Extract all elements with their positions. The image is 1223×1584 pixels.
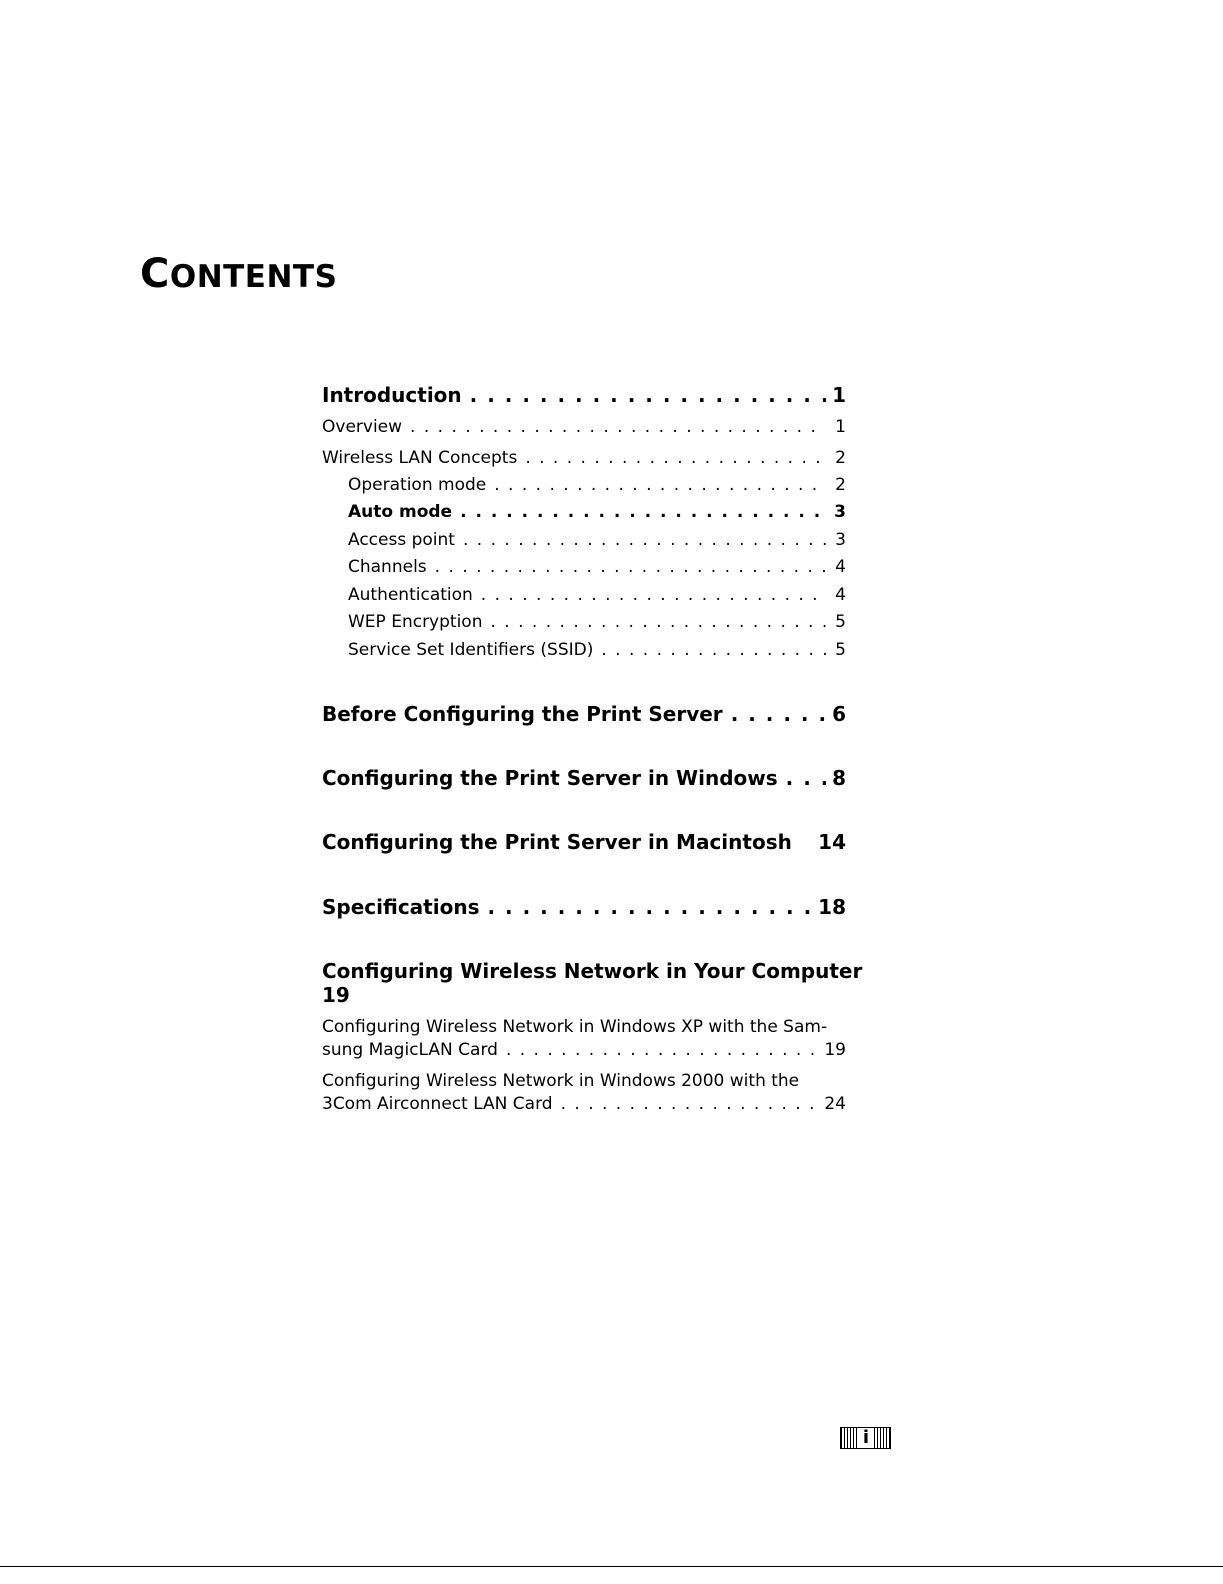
toc-page-number: 24 xyxy=(824,1094,846,1114)
dot-leader xyxy=(402,417,826,437)
toc-label: Access point xyxy=(348,530,455,550)
page-title xyxy=(140,250,337,301)
dot-leader xyxy=(778,766,826,790)
toc-entry-configuring-macintosh[interactable] xyxy=(322,830,846,854)
toc-entry-configuring-windows[interactable] xyxy=(322,766,846,790)
dot-leader xyxy=(455,530,826,550)
toc-entry-access-point[interactable] xyxy=(348,530,846,550)
toc-entry-before-configuring[interactable] xyxy=(322,702,846,726)
toc-page-number: 4 xyxy=(835,585,846,605)
toc-label: Auto mode xyxy=(348,502,453,522)
toc-label: Configuring the Print Server in Macintosh xyxy=(322,830,792,854)
toc-label: Wireless LAN Concepts xyxy=(322,448,518,468)
toc-label: Configuring Wireless Network in Your Computer xyxy=(322,959,863,983)
toc-page-number: 3 xyxy=(835,530,846,550)
toc-page-number: 5 xyxy=(835,612,846,632)
dot-leader xyxy=(473,585,826,605)
title-rest: ONTENTS xyxy=(169,259,338,295)
toc-page-number: 6 xyxy=(832,702,846,726)
title-initial: C xyxy=(140,251,170,297)
toc-page-number: 4 xyxy=(835,557,846,577)
page-number-mark xyxy=(840,1427,891,1449)
toc-entry-wireless-lan-concepts[interactable] xyxy=(322,448,846,468)
toc-entry-overview[interactable] xyxy=(322,417,846,437)
dot-leader xyxy=(486,475,826,495)
dot-leader xyxy=(452,502,826,522)
toc-label-line1: Configuring Wireless Network in Windows XP with the Sam- xyxy=(322,1017,828,1037)
dot-leader xyxy=(462,383,826,407)
toc-label: Operation mode xyxy=(348,475,487,495)
toc-entry-operation-mode[interactable] xyxy=(348,475,846,495)
toc-label: Introduction xyxy=(322,383,462,407)
toc-entry-channels[interactable] xyxy=(348,557,846,577)
dot-leader xyxy=(517,448,826,468)
dot-leader xyxy=(593,640,826,660)
toc-label-line2: 3Com Airconnect LAN Card xyxy=(322,1094,553,1114)
toc-label-line2: sung MagicLAN Card xyxy=(322,1040,498,1060)
toc-entry-windows-2000-3com[interactable] xyxy=(322,1070,882,1116)
toc-page-number: 2 xyxy=(835,475,846,495)
toc-page-number: 1 xyxy=(832,383,846,407)
toc-page-number: 1 xyxy=(835,417,846,437)
toc-page-number: 3 xyxy=(834,502,846,522)
toc-label: Service Set Identifiers (SSID) xyxy=(348,640,594,660)
toc-label-line2-row xyxy=(322,1039,846,1062)
toc-label: Authentication xyxy=(348,585,473,605)
toc-entry-windows-xp-magiclan[interactable] xyxy=(322,1016,882,1062)
toc-label: Channels xyxy=(348,557,427,577)
dot-leader xyxy=(479,895,812,919)
toc-label: Overview xyxy=(322,417,403,437)
toc-page-number: 8 xyxy=(832,766,846,790)
toc-page-number: 5 xyxy=(835,640,846,660)
toc-label: Configuring the Print Server in Windows xyxy=(322,766,778,790)
page-number: i xyxy=(859,1428,873,1448)
toc-label: WEP Encryption xyxy=(348,612,483,632)
toc-entry-authentication[interactable] xyxy=(348,585,846,605)
bottom-divider xyxy=(0,1566,1223,1567)
toc-entry-configuring-wireless-network[interactable] xyxy=(322,959,882,1007)
toc-label: Specifications xyxy=(322,895,480,919)
toc-entry-ssid[interactable] xyxy=(348,640,846,660)
dot-leader xyxy=(482,612,826,632)
toc-label-line1: Configuring Wireless Network in Windows 2000 with the xyxy=(322,1071,800,1091)
toc-entry-wep-encryption[interactable] xyxy=(348,612,846,632)
toc-entry-auto-mode[interactable] xyxy=(348,502,846,522)
toc-page-number: 19 xyxy=(322,983,350,1007)
toc-entry-introduction[interactable] xyxy=(322,383,846,407)
dot-leader xyxy=(553,1093,819,1116)
dot-leader xyxy=(498,1039,818,1062)
toc-page-number: 19 xyxy=(824,1040,846,1060)
toc-page-number: 2 xyxy=(835,448,846,468)
toc-page-number: 14 xyxy=(818,830,846,854)
toc-page-number: 18 xyxy=(818,895,846,919)
toc-label: Before Configuring the Print Server xyxy=(322,702,723,726)
dot-leader xyxy=(723,702,826,726)
toc-label-line2-row xyxy=(322,1093,846,1116)
dot-leader xyxy=(427,557,826,577)
toc-entry-specifications[interactable] xyxy=(322,895,846,919)
